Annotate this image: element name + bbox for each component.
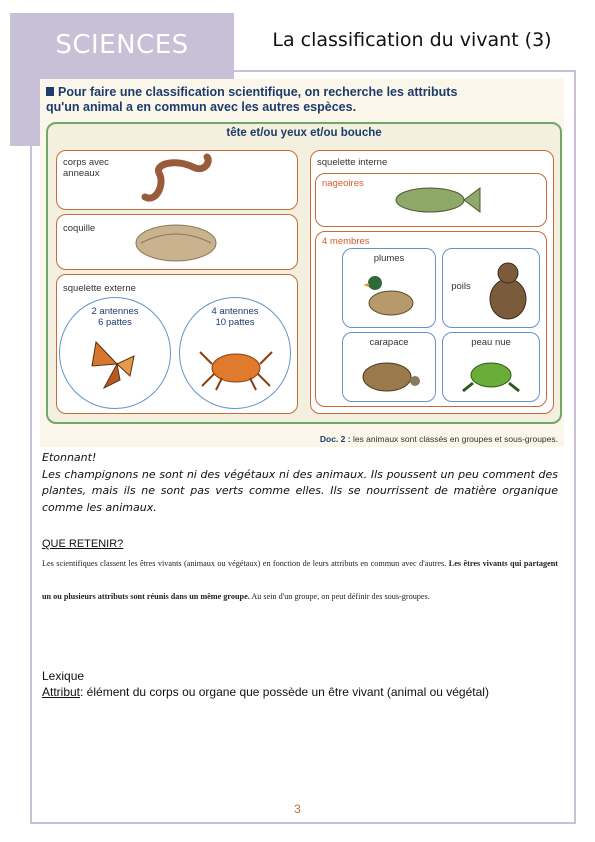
intro-line-2: qu'un animal a en commun avec les autres espèces.: [46, 100, 357, 114]
label-carapace: carapace: [369, 337, 409, 348]
group-label-head: tête et/ou yeux et/ou bouche: [226, 127, 382, 139]
lexicon-title: Lexique: [42, 669, 85, 683]
page-number: 3: [294, 802, 301, 816]
group-fins: [315, 173, 547, 227]
group-exoskeleton: [56, 274, 298, 414]
group-4-limbs: [315, 231, 547, 407]
summary-body: [42, 547, 558, 613]
label-feathers: plumes: [373, 253, 405, 264]
duck-icon: [361, 269, 417, 321]
worm-icon: [137, 153, 217, 205]
intro-line-1: Pour faire une classification scientifique, on recherche les attributs: [58, 85, 458, 99]
label-6-legs: 6 pattes: [98, 317, 132, 328]
group-ringed-body: [56, 150, 298, 210]
bullet-icon: [46, 87, 54, 96]
lexicon-definition: : élément du corps ou organe que possède un être vivant (animal ou végétal): [80, 685, 489, 699]
label-exoskeleton: squelette externe: [63, 283, 136, 294]
summary-title: QUE RETENIR?: [42, 538, 124, 550]
label-ringed-body: corps avec anneaux: [63, 157, 109, 179]
fish-icon: [386, 178, 482, 222]
page-title: La classification du vivant (3): [272, 29, 552, 51]
butterfly-icon: [90, 336, 144, 392]
fun-fact-body: Les champignons ne sont ni des végétaux ni des animaux. Ils poussent un peu comment des plantes, mais ils ne sont pas verts comme elles. Ils se nourrissent de matière organique comme les animaux.: [42, 467, 558, 514]
fun-fact-title: Etonnant!: [42, 451, 97, 464]
caption-label: Doc. 2 :: [319, 434, 351, 444]
caption-text: les animaux sont classés en groupes et sous-groupes.: [350, 434, 558, 444]
label-fur: poils: [451, 281, 471, 292]
label-10-legs: 10 pattes: [215, 317, 255, 328]
oyster-icon: [131, 219, 221, 265]
summary-bold: Les êtres vivants qui partagent un ou plusieurs attributs sont réunis dans un même groupe.: [42, 559, 558, 601]
subgroup-insects: [59, 297, 171, 409]
label-2-antennae: 2 antennes: [91, 306, 139, 317]
label-fins: nageoires: [322, 178, 364, 189]
bear-icon: [483, 259, 533, 321]
label-bare-skin: peau nue: [471, 337, 511, 348]
summary-section: [42, 536, 558, 613]
subject-label: SCIENCES: [55, 30, 189, 60]
label-endoskeleton: squelette interne: [317, 157, 388, 168]
figure-caption: [320, 434, 558, 444]
label-shell: coquille: [63, 223, 96, 234]
lexicon-term: Attribut: [42, 685, 81, 699]
group-head-eyes-mouth: [46, 122, 562, 424]
subgroup-crustaceans: [179, 297, 291, 409]
summary-part-2: Au sein d'un groupe, on peut définir des sous-groupes.: [249, 592, 430, 601]
summary-part-1: Les scientifiques classent les êtres vivants (animaux ou végétaux) en fonction de leurs attributs en commun avec d'autres.: [42, 559, 449, 568]
subgroup-bare-skin: [442, 332, 540, 402]
classification-figure: [40, 79, 564, 447]
fun-fact-section: [42, 450, 558, 516]
label-4-antennae: 4 antennes: [211, 306, 259, 317]
figure-intro: [46, 85, 457, 115]
lexicon-section: [42, 668, 558, 700]
subgroup-fur: [442, 248, 540, 328]
group-endoskeleton: [310, 150, 554, 414]
tortoise-icon: [357, 353, 421, 395]
lexicon-entry: [42, 684, 558, 700]
crab-icon: [198, 342, 274, 392]
subgroup-shell-carapace: [342, 332, 436, 402]
label-4-limbs: 4 membres: [322, 236, 370, 247]
frog-icon: [459, 353, 523, 395]
group-shell: [56, 214, 298, 270]
